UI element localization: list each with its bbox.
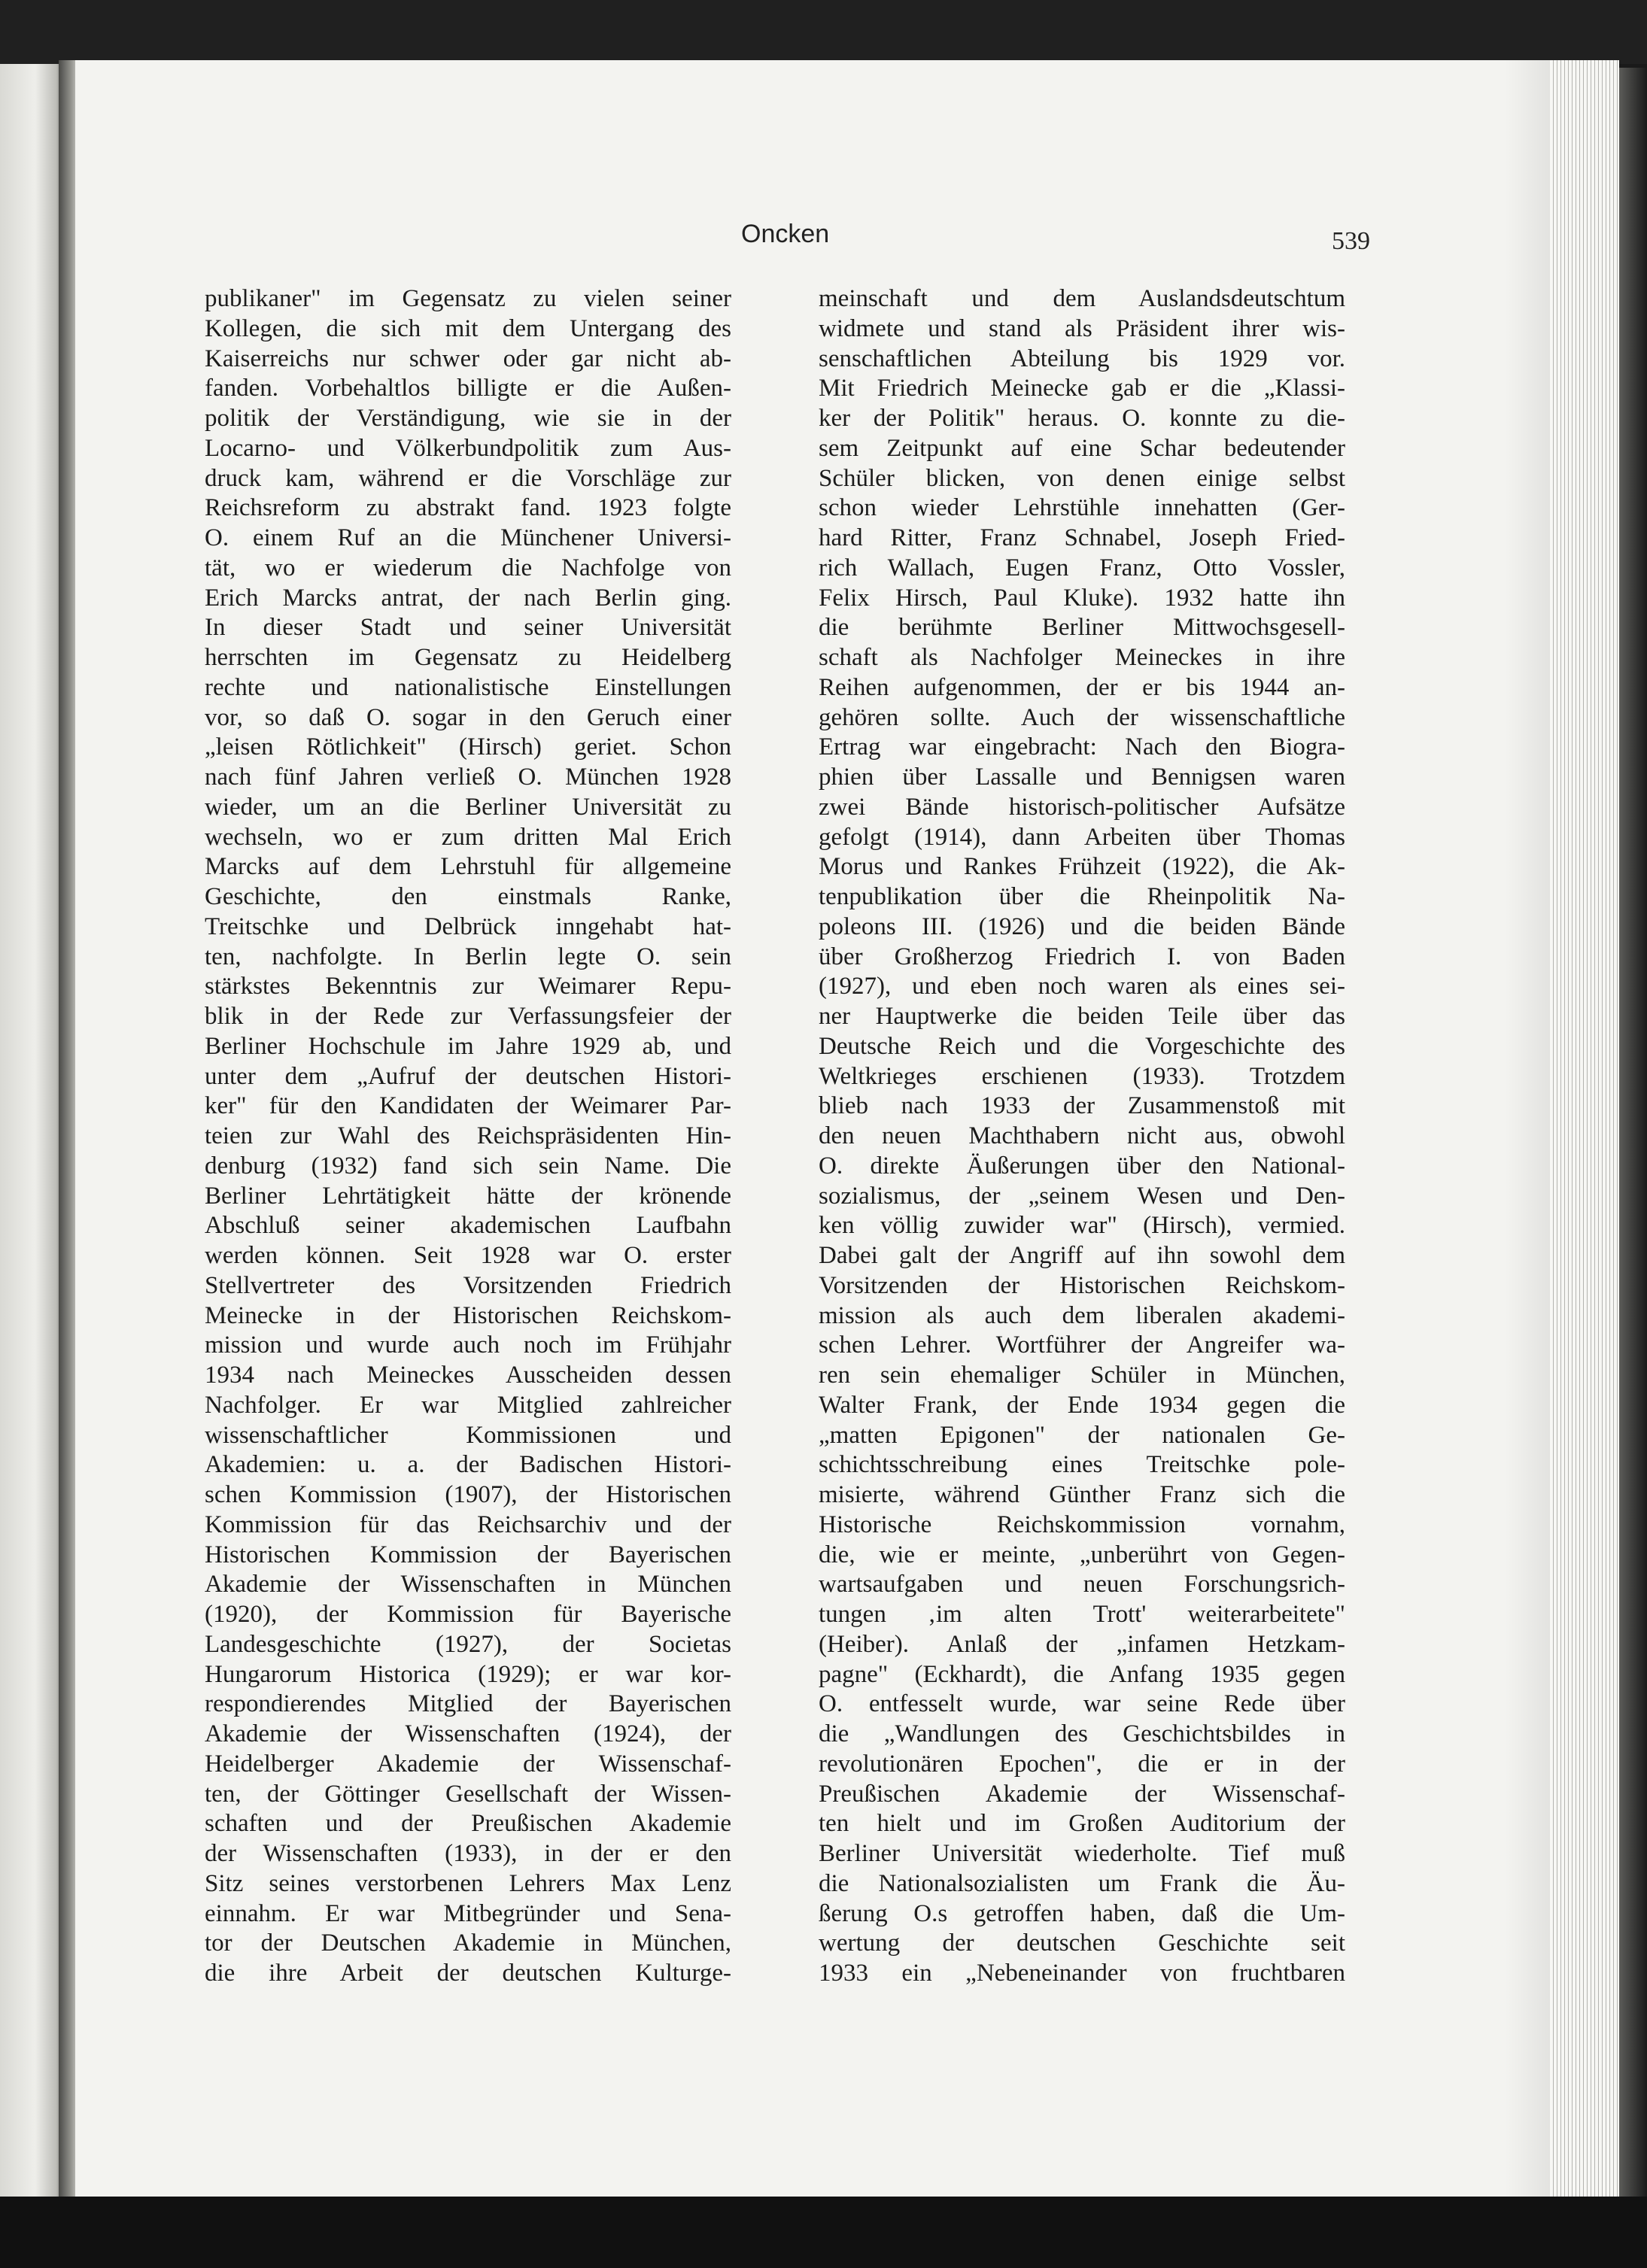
text-line: Locarno- und Völkerbundpolitik zum Aus- (205, 434, 731, 462)
text-line: Schüler blicken, von denen einige selbst (819, 464, 1345, 492)
text-line: pagne" (Eckhardt), die Anfang 1935 gegen (819, 1660, 1345, 1688)
text-line: Heidelberger Akademie der Wissenschaf- (205, 1750, 731, 1778)
text-line: Reichsreform zu abstrakt fand. 1923 folgte (205, 494, 731, 522)
text-line: widmete und stand als Präsident ihrer wis- (819, 314, 1345, 342)
text-line: hard Ritter, Franz Schnabel, Joseph Fried- (819, 524, 1345, 551)
text-line: „matten Epigonen" der nationalen Ge- (819, 1421, 1345, 1449)
text-line: sem Zeitpunkt auf eine Schar bedeutender (819, 434, 1345, 462)
text-line: Stellvertreter des Vorsitzenden Friedrich (205, 1271, 731, 1299)
page-stack-shadow (1619, 68, 1647, 2197)
text-line: einnahm. Er war Mitbegründer und Sena- (205, 1899, 731, 1927)
text-line: O. einem Ruf an die Münchener Universi- (205, 524, 731, 551)
text-line: schaften und der Preußischen Akademie (205, 1810, 731, 1838)
text-line: Landesgeschichte (1927), der Societas (205, 1630, 731, 1658)
text-line: In dieser Stadt und seiner Universität (205, 614, 731, 642)
text-line: Historische Reichskommission vornahm, (819, 1510, 1345, 1538)
text-line: ten, nachfolgte. In Berlin legte O. sein (205, 943, 731, 970)
text-line: schon wieder Lehrstühle innehatten (Ger- (819, 494, 1345, 522)
text-line: blik in der Rede zur Verfassungsfeier der (205, 1003, 731, 1030)
text-line: tenpublikation über die Rheinpolitik Na- (819, 883, 1345, 910)
text-line: (Heiber). Anlaß der „infamen Hetzkam- (819, 1630, 1345, 1658)
text-line: Treitschke und Delbrück inngehabt hat- (205, 912, 731, 940)
text-line: publikaner" im Gegensatz zu vielen seiner (205, 285, 731, 312)
text-line: schichtsschreibung eines Treitschke pole- (819, 1451, 1345, 1479)
text-line: unter dem „Aufruf der deutschen Histori- (205, 1062, 731, 1090)
text-line: senschaftlichen Abteilung bis 1929 vor. (819, 345, 1345, 372)
text-line: (1920), der Kommission für Bayerische (205, 1601, 731, 1628)
text-line: 1934 nach Meineckes Ausscheiden dessen (205, 1362, 731, 1389)
scan-background-bottom (0, 2197, 1647, 2268)
text-line: Felix Hirsch, Paul Kluke). 1932 hatte ihn (819, 584, 1345, 612)
text-line: herrschten im Gegensatz zu Heidelberg (205, 644, 731, 671)
text-line: rich Wallach, Eugen Franz, Otto Vossler, (819, 554, 1345, 581)
text-line: 1933 ein „Nebeneinander von fruchtbaren (819, 1960, 1345, 1987)
text-line: rechte und nationalistische Einstellungen (205, 673, 731, 701)
text-line: sozialismus, der „seinem Wesen und Den- (819, 1182, 1345, 1210)
text-line: ker" für den Kandidaten der Weimarer Par- (205, 1092, 731, 1120)
page-number: 539 (1332, 227, 1370, 255)
text-line: Geschichte, den einstmals Ranke, (205, 883, 731, 910)
text-line: fanden. Vorbehaltlos billigte er die Außen- (205, 375, 731, 402)
text-line: revolutionären Epochen", die er in der (819, 1750, 1345, 1778)
text-line: poleons III. (1926) und die beiden Bände (819, 912, 1345, 940)
text-line: (1927), und eben noch waren als eines sei- (819, 973, 1345, 1000)
text-line: Historischen Kommission der Bayerischen (205, 1541, 731, 1568)
text-line: druck kam, während er die Vorschläge zur (205, 464, 731, 492)
text-line: ten hielt und im Großen Auditorium der (819, 1810, 1345, 1838)
text-line: meinschaft und dem Auslandsdeutschtum (819, 285, 1345, 312)
text-line: ten, der Göttinger Gesellschaft der Wissen- (205, 1780, 731, 1808)
text-line: wissenschaftlicher Kommissionen und (205, 1421, 731, 1449)
text-line: „leisen Rötlichkeit" (Hirsch) geriet. Schon (205, 733, 731, 761)
text-line: Akademie der Wissenschaften in München (205, 1571, 731, 1599)
text-line: O. direkte Äußerungen über den National- (819, 1152, 1345, 1180)
text-line: Nachfolger. Er war Mitglied zahlreicher (205, 1391, 731, 1419)
text-line: politik der Verständigung, wie sie in der (205, 405, 731, 432)
text-line: schen Lehrer. Wortführer der Angreifer wa- (819, 1331, 1345, 1359)
text-line: wechseln, wo er zum dritten Mal Erich (205, 823, 731, 851)
previous-page-edge (0, 64, 64, 2197)
text-line: teien zur Wahl des Reichspräsidenten Hin- (205, 1122, 731, 1149)
text-line: Deutsche Reich und die Vorgeschichte des (819, 1032, 1345, 1060)
text-line: zwei Bände historisch-politischer Aufsätze (819, 793, 1345, 821)
text-line: Walter Frank, der Ende 1934 gegen die (819, 1391, 1345, 1419)
text-line: Kaiserreichs nur schwer oder gar nicht ab- (205, 345, 731, 372)
text-line: blieb nach 1933 der Zusammenstoß mit (819, 1092, 1345, 1120)
text-line: Vorsitzenden der Historischen Reichskom- (819, 1271, 1345, 1299)
text-line: respondierendes Mitglied der Bayerischen (205, 1690, 731, 1718)
text-line: die Nationalsozialisten um Frank die Äu- (819, 1869, 1345, 1897)
text-line: stärkstes Bekenntnis zur Weimarer Repu- (205, 973, 731, 1000)
text-line: Berliner Universität wiederholte. Tief muß (819, 1840, 1345, 1867)
text-line: phien über Lassalle und Bennigsen waren (819, 764, 1345, 791)
text-line: Morus und Rankes Frühzeit (1922), die Ak- (819, 853, 1345, 881)
text-line: tät, wo er wiederum die Nachfolge von (205, 554, 731, 581)
text-line: der Wissenschaften (1933), in der er den (205, 1840, 731, 1867)
text-line: wertung der deutschen Geschichte seit (819, 1929, 1345, 1957)
text-line: ken völlig zuwider war" (Hirsch), vermied. (819, 1212, 1345, 1240)
page-stack-edges (1550, 60, 1619, 2197)
text-line: schaft als Nachfolger Meineckes in ihre (819, 644, 1345, 671)
text-line: Abschluß seiner akademischen Laufbahn (205, 1212, 731, 1240)
text-line: die, wie er meinte, „unberührt von Gegen- (819, 1541, 1345, 1568)
text-line: Ertrag war eingebracht: Nach den Biogra- (819, 733, 1345, 761)
text-line: Dabei galt der Angriff auf ihn sowohl dem (819, 1242, 1345, 1269)
text-line: den neuen Machthabern nicht aus, obwohl (819, 1122, 1345, 1149)
text-line: misierte, während Günther Franz sich die (819, 1481, 1345, 1508)
text-line: tungen ‚im alten Trott' weiterarbeitete" (819, 1601, 1345, 1628)
text-line: ker der Politik" heraus. O. konnte zu die- (819, 405, 1345, 432)
text-line: Sitz seines verstorbenen Lehrers Max Lenz (205, 1869, 731, 1897)
text-line: Marcks auf dem Lehrstuhl für allgemeine (205, 853, 731, 881)
text-line: über Großherzog Friedrich I. von Baden (819, 943, 1345, 970)
text-line: ner Hauptwerke die beiden Teile über das (819, 1003, 1345, 1030)
text-line: gehören sollte. Auch der wissenschaftliche (819, 703, 1345, 731)
text-line: die „Wandlungen des Geschichtsbildes in (819, 1720, 1345, 1747)
text-line: tor der Deutschen Akademie in München, (205, 1929, 731, 1957)
text-line: Hungarorum Historica (1929); er war kor- (205, 1660, 731, 1688)
text-line: ßerung O.s getroffen haben, daß die Um- (819, 1899, 1345, 1927)
scan-background-top (0, 0, 1647, 64)
text-line: Mit Friedrich Meinecke gab er die „Klassi- (819, 375, 1345, 402)
running-head-title: Oncken (741, 220, 830, 248)
text-line: die ihre Arbeit der deutschen Kulturge- (205, 1960, 731, 1987)
text-line: gefolgt (1914), dann Arbeiten über Thomas (819, 823, 1345, 851)
right-text-column (819, 284, 1345, 1989)
text-line: Reihen aufgenommen, der er bis 1944 an- (819, 673, 1345, 701)
text-line: vor, so daß O. sogar in den Geruch einer (205, 703, 731, 731)
text-line: wartsaufgaben und neuen Forschungsrich- (819, 1571, 1345, 1599)
text-line: Meinecke in der Historischen Reichskom- (205, 1301, 731, 1329)
text-line: mission als auch dem liberalen akademi- (819, 1301, 1345, 1329)
text-line: wieder, um an die Berliner Universität zu (205, 793, 731, 821)
text-line: Kollegen, die sich mit dem Untergang des (205, 314, 731, 342)
text-line: Akademien: u. a. der Badischen Histori- (205, 1451, 731, 1479)
text-line: nach fünf Jahren verließ O. München 1928 (205, 764, 731, 791)
text-line: Erich Marcks antrat, der nach Berlin ging. (205, 584, 731, 612)
left-text-column (205, 284, 731, 1989)
text-line: Kommission für das Reichsarchiv und der (205, 1510, 731, 1538)
text-line: Berliner Lehrtätigkeit hätte der krönende (205, 1182, 731, 1210)
text-line: Akademie der Wissenschaften (1924), der (205, 1720, 731, 1747)
text-line: denburg (1932) fand sich sein Name. Die (205, 1152, 731, 1180)
text-line: Preußischen Akademie der Wissenschaf- (819, 1780, 1345, 1808)
text-line: mission und wurde auch noch im Frühjahr (205, 1331, 731, 1359)
text-line: O. entfesselt wurde, war seine Rede über (819, 1690, 1345, 1718)
text-line: werden können. Seit 1928 war O. erster (205, 1242, 731, 1269)
text-line: schen Kommission (1907), der Historischen (205, 1481, 731, 1508)
text-line: Berliner Hochschule im Jahre 1929 ab, und (205, 1032, 731, 1060)
text-line: die berühmte Berliner Mittwochsgesell- (819, 614, 1345, 642)
text-line: ren sein ehemaliger Schüler in München, (819, 1362, 1345, 1389)
text-line: Weltkrieges erschienen (1933). Trotzdem (819, 1062, 1345, 1090)
